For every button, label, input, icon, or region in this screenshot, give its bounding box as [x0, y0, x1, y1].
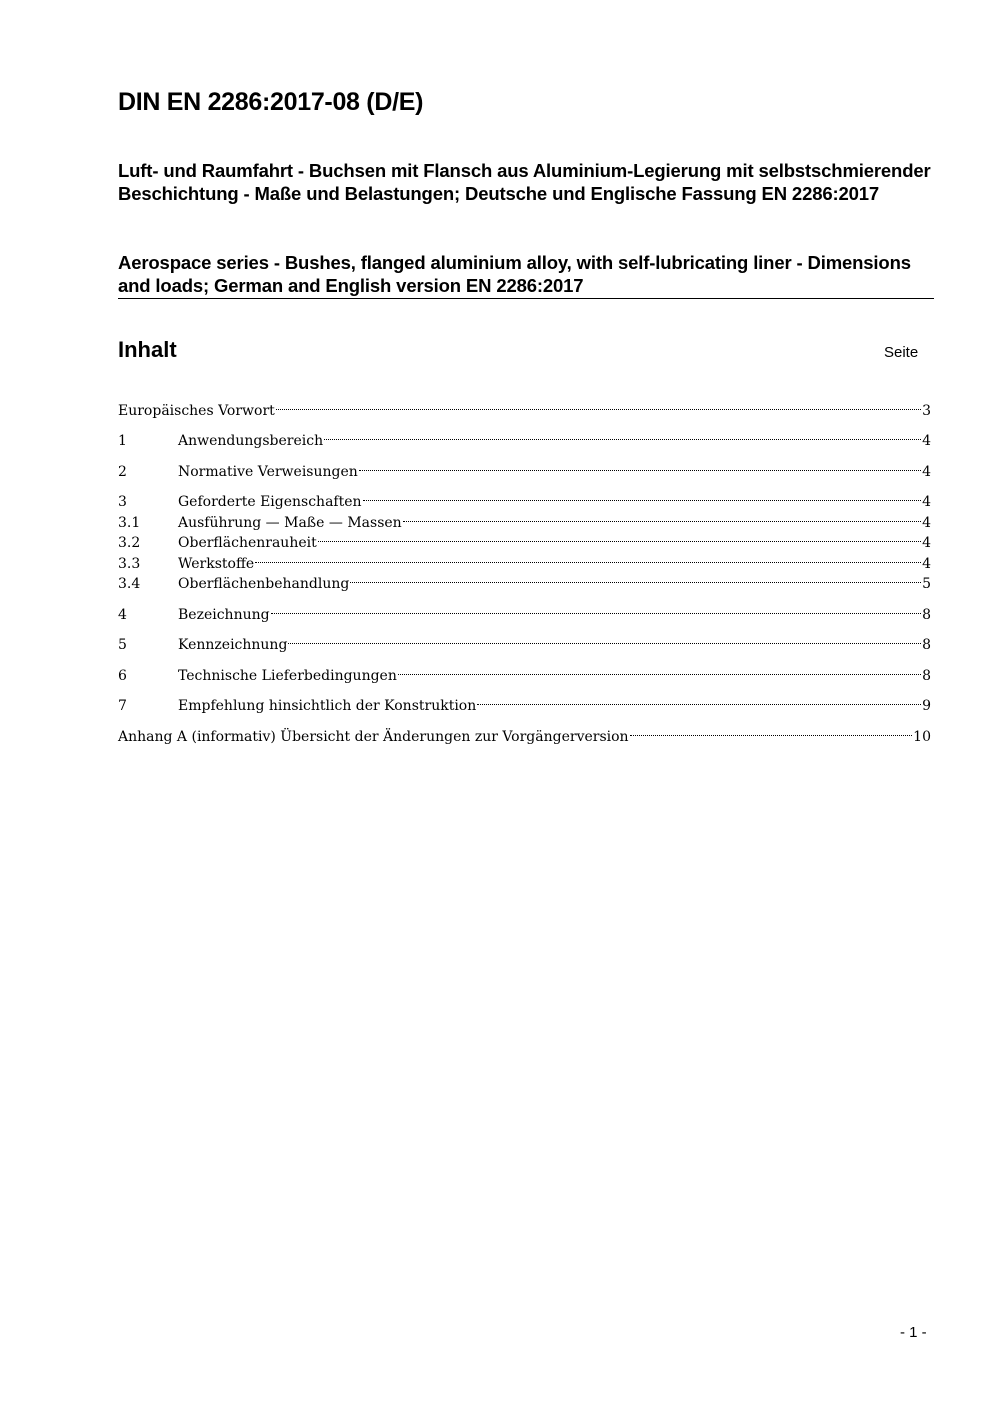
toc-entry-page: 4 — [922, 494, 931, 510]
toc-entry[interactable] — [118, 598, 931, 623]
toc-entry-number: 4 — [118, 607, 127, 623]
toc-entry[interactable] — [118, 628, 931, 653]
toc-entry[interactable] — [118, 567, 931, 592]
toc-dot-leader — [318, 521, 921, 542]
toc-entry[interactable] — [118, 720, 931, 745]
toc-dot-leader — [324, 419, 921, 440]
toc-heading: Inhalt — [118, 337, 177, 362]
toc-entry-title: Anwendungsbereich — [178, 433, 324, 449]
page-number: - 1 - — [900, 1324, 927, 1341]
toc-dot-leader — [276, 389, 921, 410]
header-divider — [118, 298, 934, 299]
toc-entry-page: 9 — [922, 698, 931, 714]
toc-entry[interactable] — [118, 659, 931, 684]
toc-entry-number: 2 — [118, 464, 127, 480]
toc-dot-leader — [271, 593, 921, 614]
document-subtitle-english: Aerospace series - Bushes, flanged aluminium alloy, with self-lubricating liner - Dimensions and loads; German and English version EN 2286:2017 — [118, 252, 911, 296]
toc-page-column-label: Seite — [884, 344, 919, 361]
toc-entry-page: 4 — [922, 464, 931, 480]
toc-entry-page: 4 — [922, 433, 931, 449]
toc-entry-number: 1 — [118, 433, 127, 449]
toc-entry-title: Geforderte Eigenschaften — [178, 494, 362, 510]
toc-entry-page: 8 — [922, 637, 931, 653]
toc-entry-page: 4 — [922, 535, 931, 551]
toc-entry-page: 3 — [922, 403, 931, 419]
toc-entry-number: 3.4 — [118, 576, 141, 592]
toc-entry-title: Werkstoffe — [178, 556, 255, 572]
toc-entry[interactable] — [118, 424, 931, 449]
toc-entry-title: Oberflächenrauheit — [178, 535, 317, 551]
toc-entry[interactable] — [118, 394, 931, 419]
document-subtitle-german: Luft- und Raumfahrt - Buchsen mit Flansch aus Aluminium-Legierung mit selbstschmierender Beschichtung - Maße und Belastungen; Deutsche und Englische Fassung EN 2286:2017 — [118, 160, 931, 204]
toc-entry[interactable] — [118, 455, 931, 480]
toc-entry-number: 3.3 — [118, 556, 141, 572]
toc-entry-number: 6 — [118, 668, 127, 684]
toc-entry-title: Bezeichnung — [178, 607, 270, 623]
toc-entry-title: Empfehlung hinsichtlich der Konstruktion — [178, 698, 477, 714]
toc-entry-title: Normative Verweisungen — [178, 464, 358, 480]
toc-dot-leader — [350, 562, 921, 583]
toc-entry-title: Europäisches Vorwort — [118, 403, 275, 419]
toc-entry-page: 4 — [922, 515, 931, 531]
toc-entry-number: 3.2 — [118, 535, 141, 551]
toc-entry-number: 7 — [118, 698, 127, 714]
toc-entry-number: 5 — [118, 637, 127, 653]
toc-entry-page: 4 — [922, 556, 931, 572]
toc-entry-page: 5 — [922, 576, 931, 592]
toc-entry-page: 8 — [922, 607, 931, 623]
toc-dot-leader — [630, 715, 913, 736]
toc-entry-title: Technische Lieferbedingungen — [178, 668, 397, 684]
toc-dot-leader — [398, 654, 921, 675]
document-title: DIN EN 2286:2017-08 (D/E) — [118, 88, 424, 116]
toc-dot-leader — [288, 623, 921, 644]
toc-dot-leader — [255, 542, 921, 563]
toc-dot-leader — [363, 480, 922, 501]
toc-entry-page: 8 — [922, 668, 931, 684]
toc-entry-title: Oberflächenbehandlung — [178, 576, 350, 592]
toc-dot-leader — [403, 501, 921, 522]
toc-entry-title: Anhang A (informativ) Übersicht der Änderungen zur Vorgängerversion — [118, 729, 629, 745]
toc-entry[interactable] — [118, 689, 931, 714]
toc-entry-title: Kennzeichnung — [178, 637, 288, 653]
toc-entry-number: 3 — [118, 494, 127, 510]
toc-entry-title: Ausführung — Maße — Massen — [178, 515, 402, 531]
toc-dot-leader — [359, 450, 921, 471]
toc-dot-leader — [477, 684, 921, 705]
toc-entry-page: 10 — [913, 729, 931, 745]
toc-entry-number: 3.1 — [118, 515, 141, 531]
